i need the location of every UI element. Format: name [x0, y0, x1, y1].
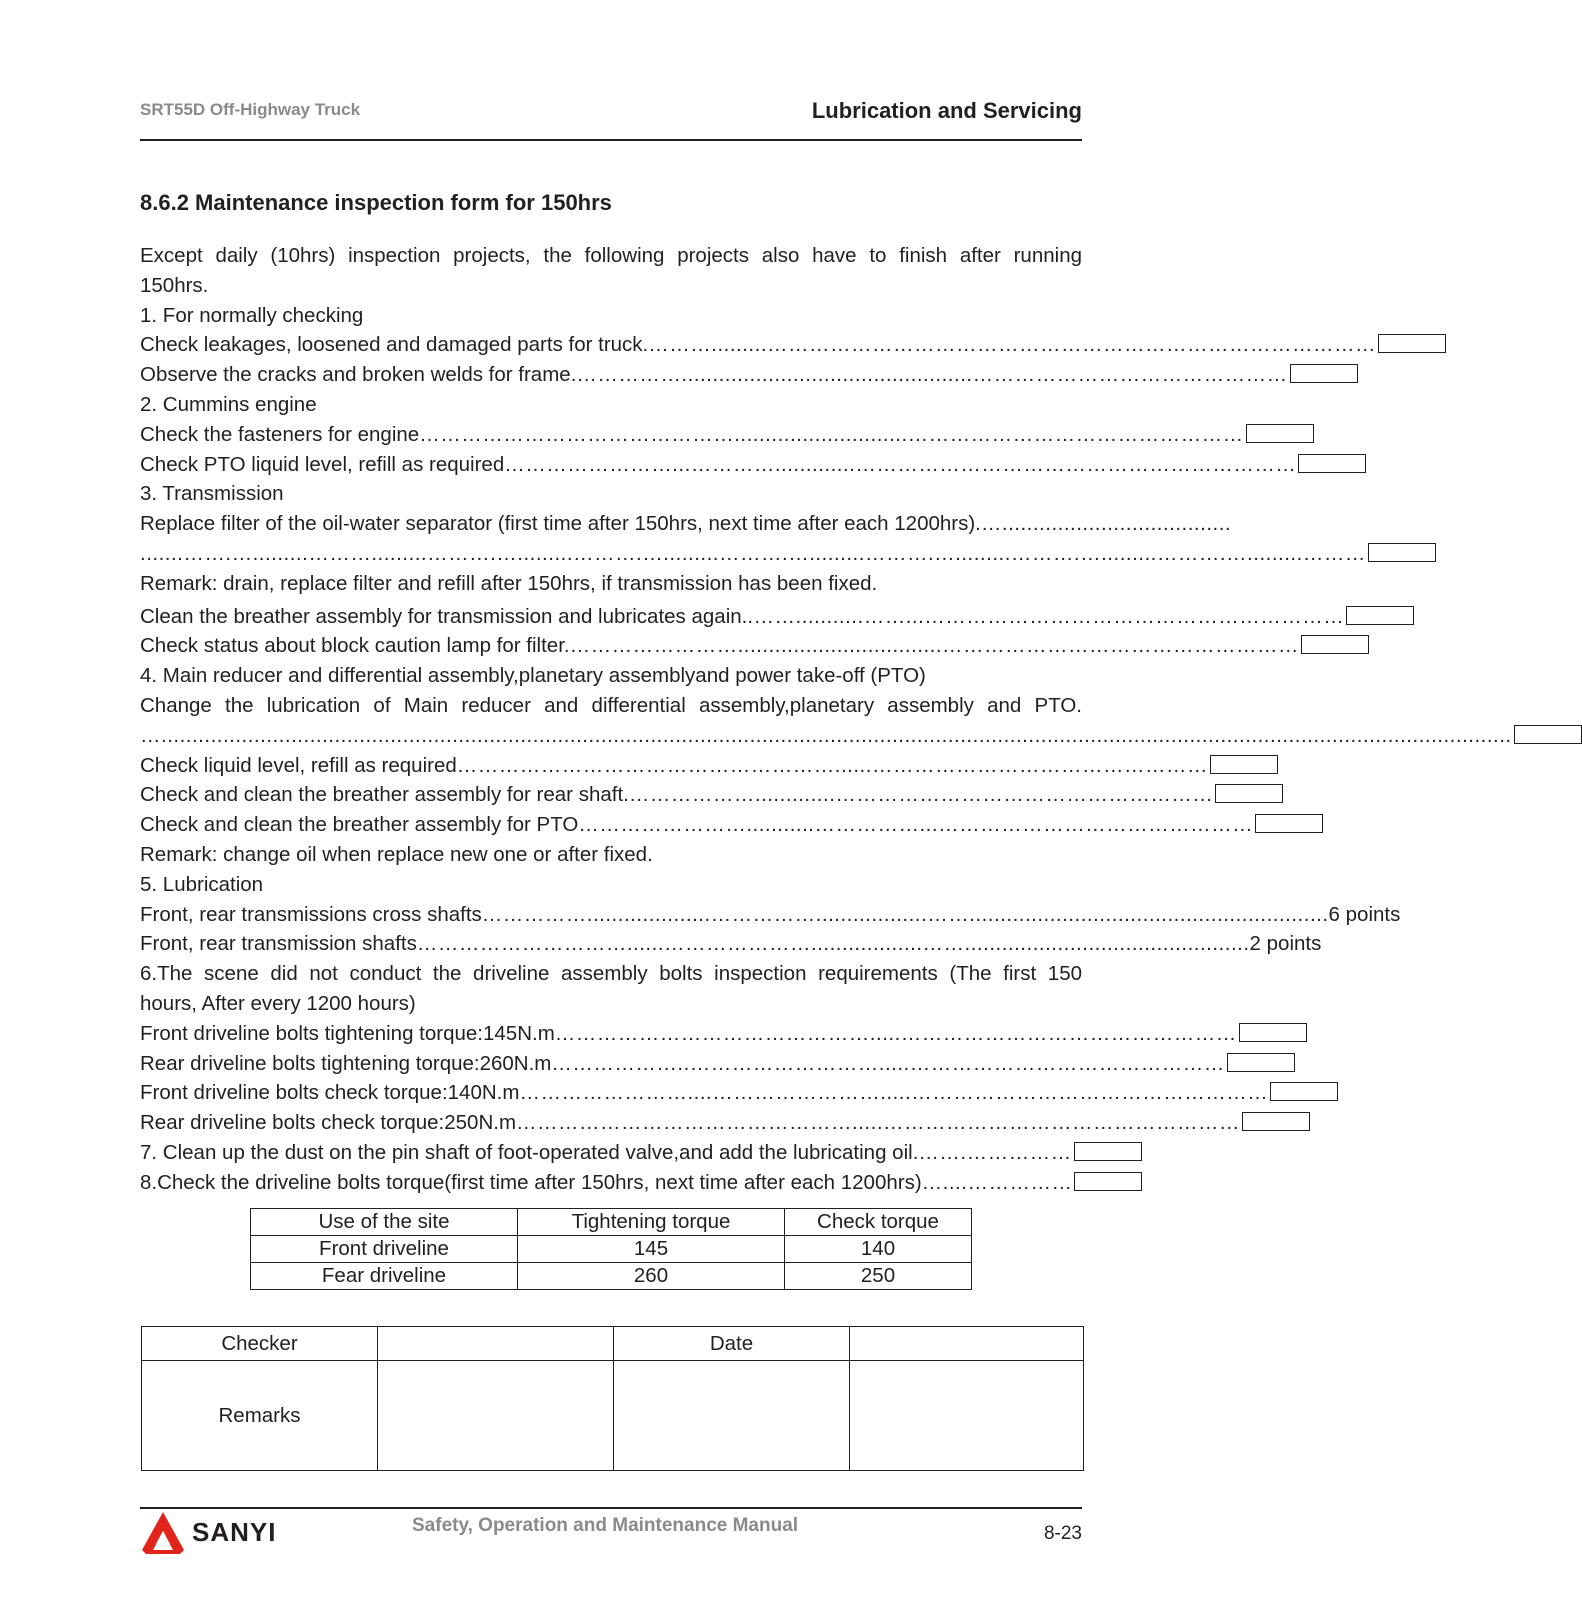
check-box[interactable] [1346, 606, 1414, 625]
check-box[interactable] [1246, 424, 1314, 443]
checklist-item: 7. Clean up the dust on the pin shaft of foot-operated valve,and add the lubricating oil. …….…………… [140, 1138, 1082, 1168]
lubrication-item: Front, rear transmission shafts …………………………......…………………..................…….............................................. 2 points [140, 929, 1082, 959]
signoff-table [141, 1326, 1084, 1471]
remarks-field[interactable] [614, 1361, 850, 1471]
leader-dots: ………………………………………............................………………………………………… [419, 422, 1244, 446]
leader-dots: …....…………… [921, 1170, 1073, 1194]
checklist-item: Check the fasteners for engine ………………………………………............................………………………………………… [140, 420, 1082, 450]
leader-dots: ……………………...........……………...……………………………………… [578, 813, 1254, 837]
table-header-row [251, 1209, 972, 1236]
check-box[interactable] [1514, 725, 1582, 744]
intro-line-2: 150hrs. [140, 273, 209, 297]
table-cell: 140 [785, 1236, 972, 1263]
remarks-row [142, 1361, 1084, 1471]
checklist-item-continuation [140, 721, 1512, 751]
brand-name: SANYI [192, 1516, 277, 1547]
document-series-title: SRT55D Off-Highway Truck [140, 100, 361, 119]
leader-dots: ….......................................................................................................................................................................................................................... [140, 723, 1512, 747]
leader-dots: ……………....................……………..................…….......................................................... [481, 902, 1329, 926]
table-cell: Front driveline [251, 1236, 518, 1263]
signoff-row [142, 1327, 1084, 1361]
checklist-item: Check leakages, loosened and damaged parts for truck. ……….........…………………………………………………………………………… [140, 330, 1082, 360]
checklist-item: Check liquid level, refill as required ………………………………………………......………………………………………… [140, 751, 1082, 781]
remarks-label: Remarks [142, 1361, 378, 1471]
leader-dots: ……………………...………….............……………………………………………………… [504, 452, 1297, 476]
table-row [251, 1236, 972, 1263]
torque-table [250, 1208, 972, 1290]
intro-line-1: Except daily (10hrs) inspection projects, the following projects also have to finish after running [140, 244, 1082, 267]
table-cell: 250 [785, 1263, 972, 1290]
point-count: 2 points [1249, 932, 1322, 956]
check-box[interactable] [1215, 784, 1283, 803]
table-cell: Fear driveline [251, 1263, 518, 1290]
checklist-item: Observe the cracks and broken welds for frame. ……………...............................................……………………………………… [140, 360, 1082, 390]
check-box[interactable] [1239, 1023, 1307, 1042]
check-box[interactable] [1242, 1112, 1310, 1131]
manual-title: Safety, Operation and Maintenance Manual [412, 1515, 799, 1536]
checklist-item: Front driveline bolts check torque:140N.m ……………………....…………………….....…………………………………………… [140, 1078, 1082, 1108]
check-box[interactable] [1298, 454, 1366, 473]
chapter-title: Lubrication and Servicing [811, 98, 1082, 123]
header-divider [140, 139, 1082, 141]
column-header: Tightening torque [518, 1209, 785, 1236]
checklist-item: Check status about block caution lamp for filter. …………………….................................…………………………………………… [140, 631, 1082, 661]
section-heading: 5. Lubrication [140, 872, 264, 896]
remarks-field[interactable] [378, 1361, 614, 1471]
section-heading: 2. Cummins engine [140, 392, 317, 416]
check-box[interactable] [1270, 1082, 1338, 1101]
leader-dots: ……………...............................................……………………………………… [576, 363, 1288, 387]
date-label: Date [614, 1327, 850, 1361]
section-title: 8.6.2 Maintenance inspection form for 150hrs [140, 190, 612, 215]
checklist-item: Check PTO liquid level, refill as required ……………………...………….............……………………………………………………… [140, 450, 1082, 480]
leader-dots: ……………….............……………………………………………… [628, 783, 1214, 807]
brand-logo [140, 1510, 276, 1554]
remarks-field[interactable] [850, 1361, 1084, 1471]
section-heading: 3. Transmission [140, 482, 284, 506]
column-header: Check torque [785, 1209, 972, 1236]
check-box[interactable] [1074, 1142, 1142, 1161]
check-box[interactable] [1255, 814, 1323, 833]
inspection-form-body [140, 241, 1512, 1198]
section-heading-continuation: hours, After every 1200 hours) [140, 991, 416, 1015]
checklist-item: Rear driveline bolts check torque:250N.m ………………………………………….....…………………………………………… [140, 1108, 1082, 1138]
table-cell: 145 [518, 1236, 785, 1263]
leader-dots: ……………………....…………………….....…………………………………………… [519, 1081, 1269, 1105]
checklist-item: Rear driveline bolts tightening torque:260N.m ………………..……………………….....……………………………………… [140, 1049, 1082, 1079]
section-heading: 1. For normally checking [140, 303, 364, 327]
checklist-item: 8.Check the driveline bolts torque(first time after 150hrs, next time after each 1200hrs) …....…………… [140, 1168, 1082, 1198]
leader-dots: …………………….................................…………………………………………… [569, 634, 1300, 658]
checklist-item: Replace filter of the oil-water separator (first time after 150hrs, next time after each 1200hrs). …..................................... [140, 509, 1082, 539]
page-number: 8-23 [1043, 1523, 1082, 1544]
leader-dots: ………………………………………………......………………………………………… [456, 753, 1208, 777]
leader-dots: .……...........……...…………………………………………………… [747, 604, 1345, 628]
table-row [251, 1263, 972, 1290]
checklist-item-continuation [140, 539, 1366, 569]
checklist-item: Check and clean the breather assembly for rear shaft. ……………….............……………………………………………… [140, 780, 1082, 810]
leader-dots: …….…………… [918, 1140, 1072, 1164]
leader-dots: ……….........…………………………………………………………………………… [648, 333, 1377, 357]
column-header: Use of the site [251, 1209, 518, 1236]
checker-label: Checker [142, 1327, 378, 1361]
remark-text: Remark: drain, replace filter and refill after 150hrs, if transmission has been fixed. [140, 571, 878, 595]
leader-dots: ………………..……………………….....……………………………………… [551, 1051, 1225, 1075]
leader-dots: …………………………......…………………..................…….............................................. [416, 932, 1250, 956]
check-box[interactable] [1074, 1172, 1142, 1191]
check-box[interactable] [1301, 635, 1369, 654]
checklist-item: Check and clean the breather assembly for PTO ……………………...........……………...……………………………………… [140, 810, 1082, 840]
sanyi-logo-icon [140, 1510, 186, 1554]
lubrication-item: Front, rear transmissions cross shafts ……………....................……………..................…….......................................................... 6 points [140, 900, 1082, 930]
check-box[interactable] [1290, 364, 1358, 383]
section-heading: 4. Main reducer and differential assembly,planetary assemblyand power take-off (PTO) [140, 664, 926, 688]
leader-dots: ……………………………………….....………………………………………… [554, 1021, 1237, 1045]
section-heading: 6.The scene did not conduct the driveline assembly bolts inspection requirements (The first 150 [140, 962, 1082, 986]
date-field[interactable] [850, 1327, 1084, 1361]
point-count: 6 points [1328, 902, 1401, 926]
leader-dots: …..................................... [980, 512, 1232, 536]
checker-field[interactable] [378, 1327, 614, 1361]
check-box[interactable] [1368, 543, 1436, 562]
check-box[interactable] [1210, 755, 1278, 774]
remark-text: Remark: change oil when replace new one or after fixed. [140, 842, 653, 866]
checklist-item: Change the lubrication of Main reducer and differential assembly,planetary assembly and PTO. [140, 693, 1082, 717]
table-cell: 260 [518, 1263, 785, 1290]
checklist-item: Clean the breather assembly for transmission and lubricates again. .……...........……...…………………………………………………… [140, 602, 1082, 632]
checklist-item: Front driveline bolts tightening torque:145N.m ……………………………………….....………………………………………… [140, 1019, 1082, 1049]
leader-dots: ………………………………………….....…………………………………………… [516, 1111, 1241, 1135]
footer-divider [140, 1507, 1082, 1509]
check-box[interactable] [1378, 334, 1446, 353]
leader-dots: .......…….….........……….........……….….........……….….........……….….........……….….........……….….........……….….........……… [140, 541, 1366, 565]
check-box[interactable] [1227, 1053, 1295, 1072]
